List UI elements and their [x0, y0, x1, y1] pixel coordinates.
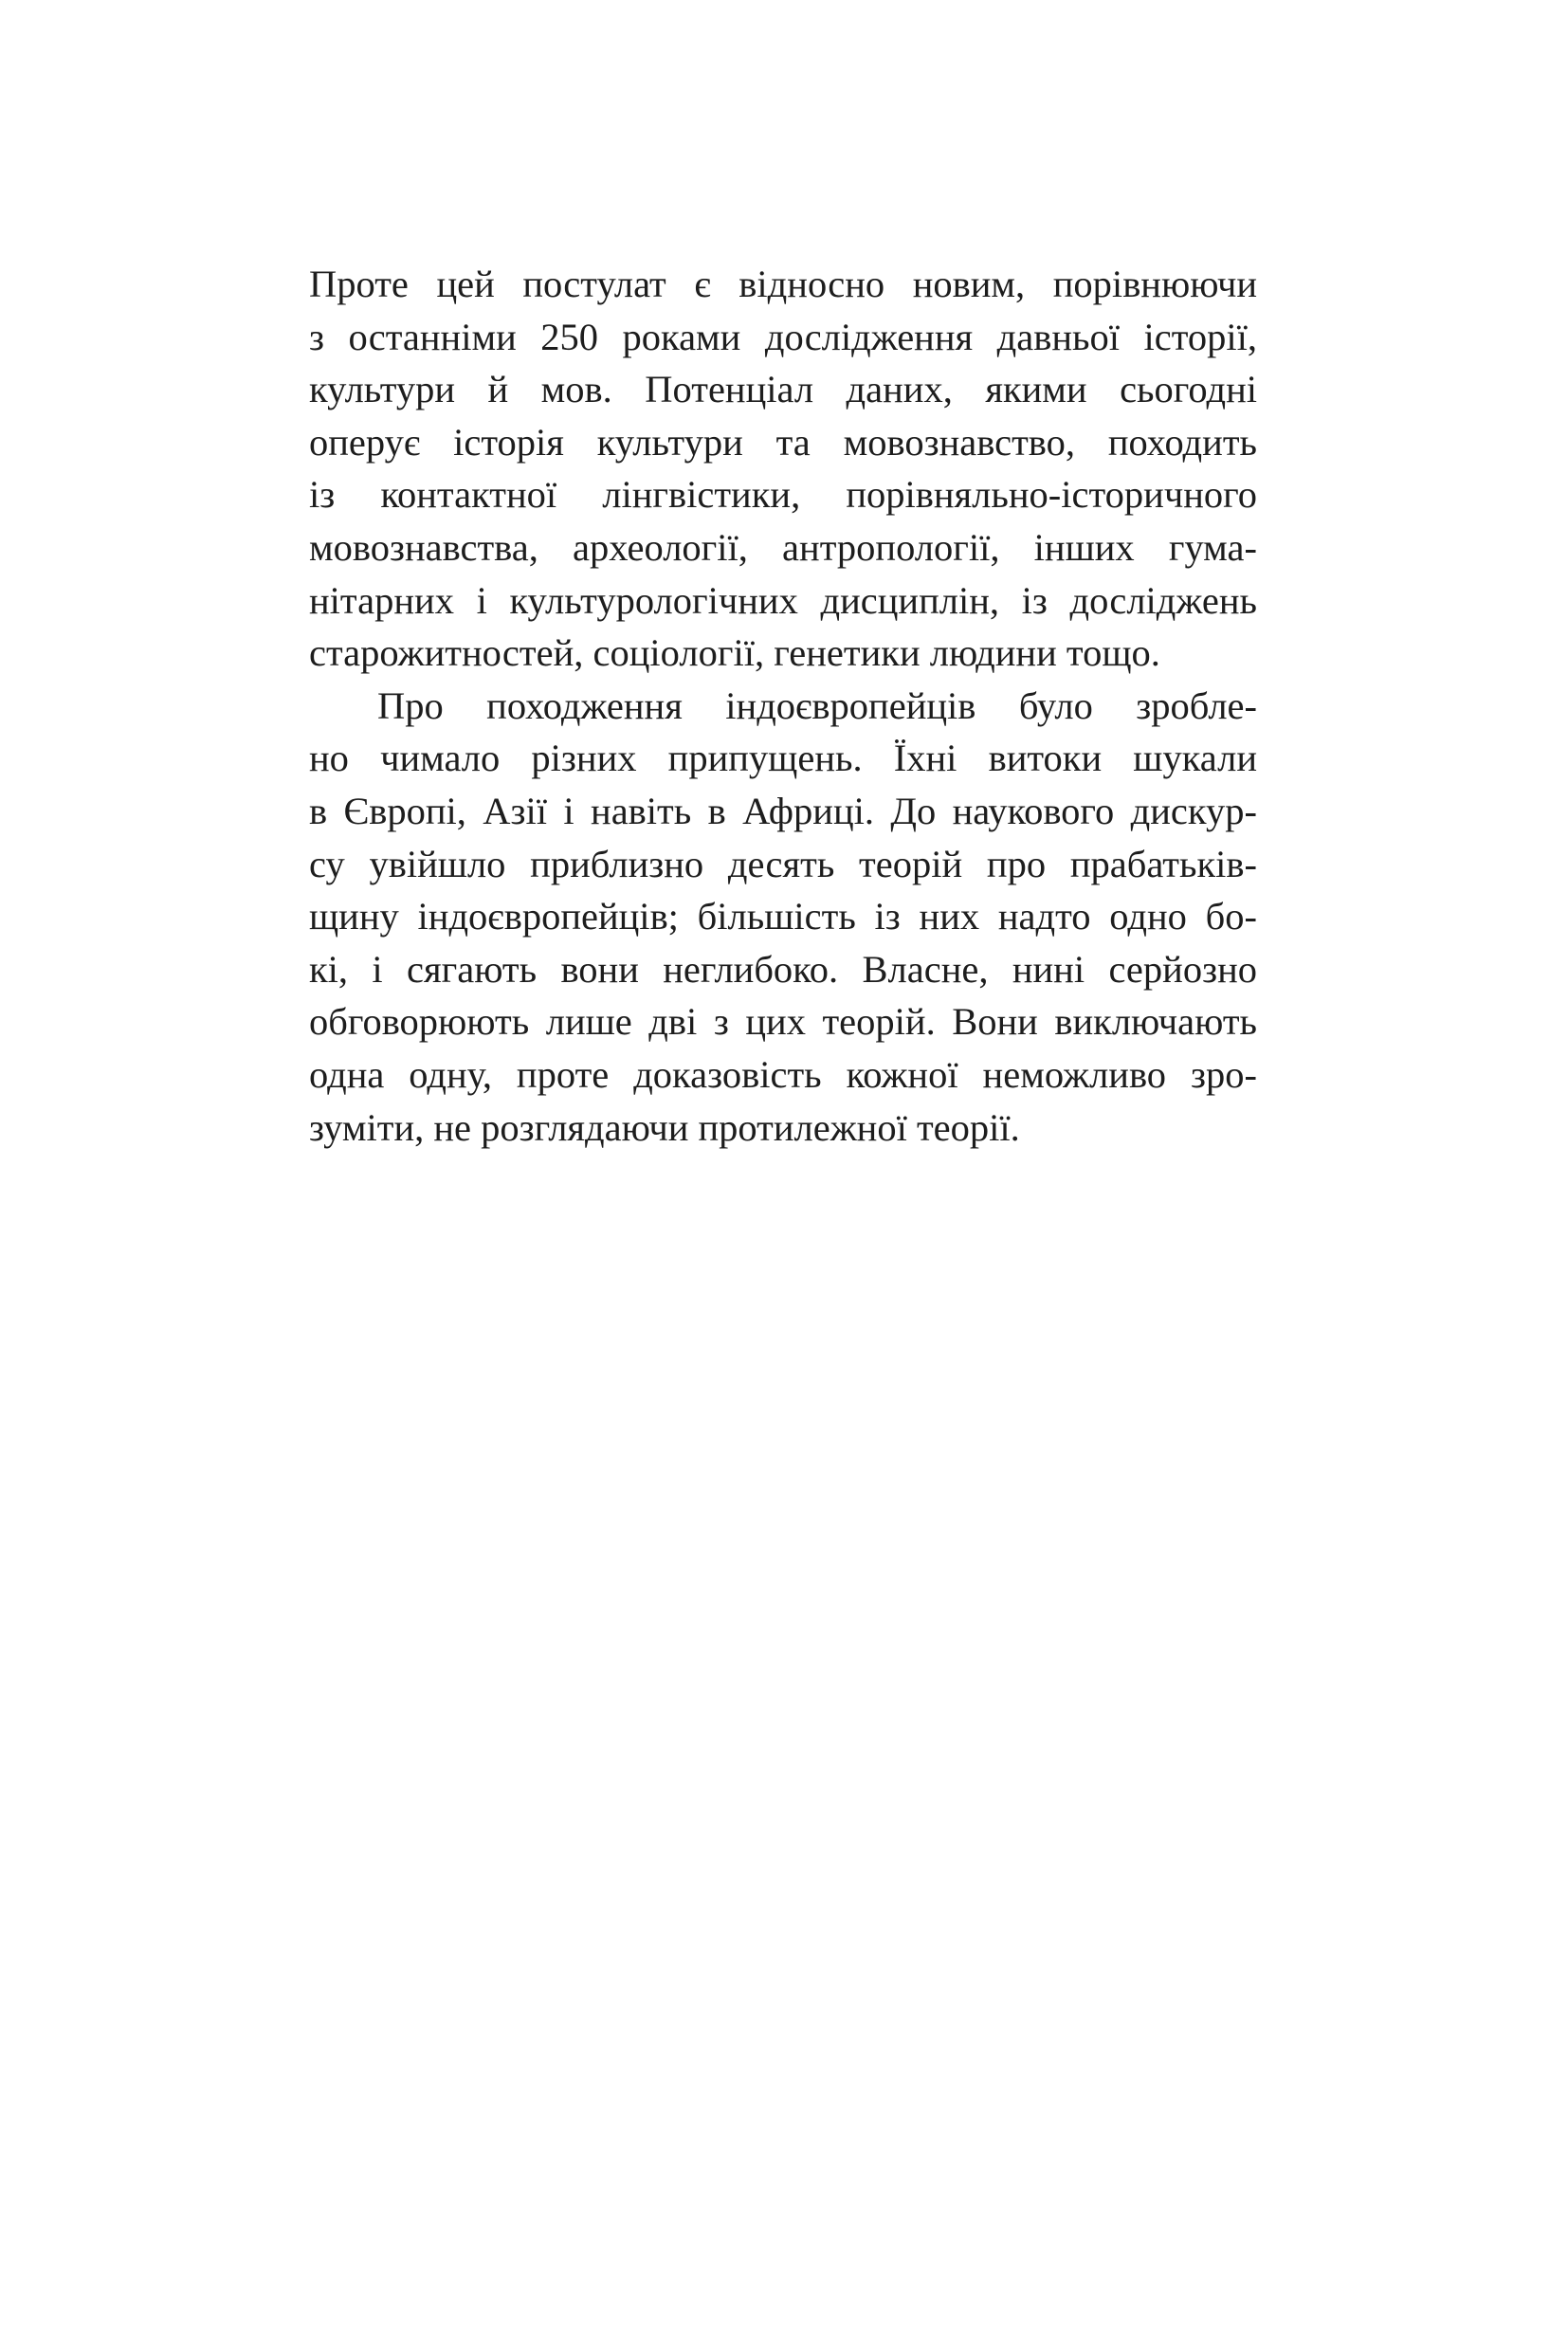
text-line: Проте цей постулат є відносно новим, порівнюючи — [309, 263, 1257, 305]
text-line: в Європі, Азії і навіть в Африці. До наукового дискур- — [309, 789, 1257, 832]
text-line: кі, і сягають вони неглибоко. Власне, нині серйозно — [309, 947, 1257, 991]
text-line: мовознавства, археології, антропології, інших гума- — [309, 525, 1257, 569]
text-line: су увійшло приблизно десять теорій про прабатьків- — [309, 842, 1257, 885]
text-line: із контактної лінгвістики, порівняльно-історичного — [309, 473, 1257, 517]
text-line: щину індоєвропейців; більшість із них надто одно бо- — [309, 895, 1257, 938]
text-line: з останніми 250 роками дослідження давньої історії, — [309, 315, 1257, 358]
paragraph-2 — [309, 680, 1257, 1154]
text-line: зуміти, не розглядаючи протилежної теорії. — [309, 1105, 1020, 1149]
text-line: старожитностей, соціології, генетики людини тощо. — [309, 631, 1160, 675]
text-line: но чимало різних припущень. Їхні витоки шукали — [309, 737, 1257, 780]
text-line: одна одну, проте доказовість кожної неможливо зро- — [309, 1052, 1257, 1096]
body-text — [309, 258, 1257, 1154]
text-line: культури й мов. Потенціал даних, якими сьогодні — [309, 368, 1257, 411]
text-line: Про походження індоєвропейців було зробле- — [377, 683, 1257, 727]
text-line: оперує історія культури та мовознавство, походить — [309, 420, 1257, 464]
text-line: обговорюють лише дві з цих теорій. Вони виключають — [309, 1000, 1257, 1044]
text-line: нітарних і культурологічних дисциплін, із досліджень — [309, 578, 1257, 622]
paragraph-1 — [309, 258, 1257, 680]
